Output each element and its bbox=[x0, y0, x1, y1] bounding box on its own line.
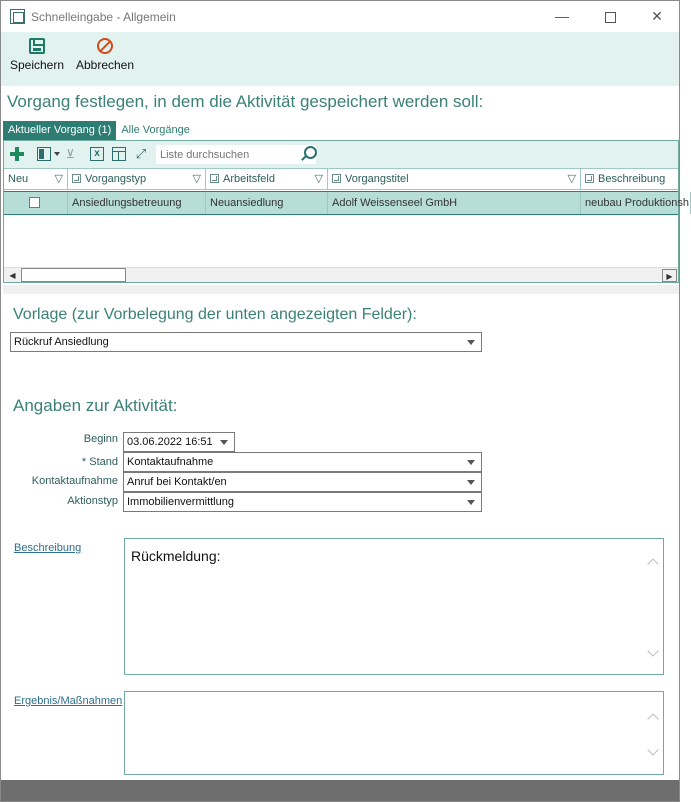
vorgang-heading: Vorgang festlegen, in dem die Aktivität gespeichert werden soll: bbox=[7, 92, 484, 111]
cancel-button[interactable] bbox=[75, 38, 135, 72]
chevron-down-icon bbox=[220, 440, 228, 445]
cancel-icon bbox=[97, 38, 113, 54]
sort-icon bbox=[332, 174, 341, 183]
vorlage-dropdown[interactable] bbox=[10, 332, 482, 352]
beginn-value: 03.06.2022 16:51 bbox=[127, 436, 213, 448]
minimize-button[interactable]: — bbox=[555, 8, 569, 24]
aktionstyp-dropdown[interactable] bbox=[123, 492, 482, 512]
clear-filter-icon[interactable]: ⊻ bbox=[66, 147, 75, 161]
save-icon bbox=[29, 38, 45, 54]
excel-export-icon[interactable]: x bbox=[90, 147, 104, 161]
scroll-down-icon[interactable] bbox=[647, 646, 659, 656]
tab-alle-vorgaenge[interactable]: Alle Vorgänge bbox=[121, 124, 190, 136]
stand-dropdown[interactable] bbox=[123, 452, 482, 472]
expand-icon[interactable]: ⤢ bbox=[135, 146, 147, 161]
cell-beschreibung: neubau Produktionsh bbox=[581, 192, 691, 214]
vorlage-value: Rückruf Ansiedlung bbox=[14, 336, 109, 348]
chevron-down-icon bbox=[467, 460, 475, 465]
kontaktaufnahme-value: Anruf bei Kontakt/en bbox=[127, 476, 227, 488]
scroll-down-icon[interactable] bbox=[647, 745, 659, 755]
beschreibung-textarea[interactable] bbox=[124, 538, 664, 675]
filter-icon[interactable]: ▽ bbox=[567, 173, 576, 185]
kontaktaufnahme-label: Kontaktaufnahme bbox=[31, 475, 118, 487]
chevron-down-icon bbox=[467, 340, 475, 345]
scroll-right-icon[interactable]: ▶ bbox=[662, 269, 677, 282]
scroll-left-icon[interactable]: ◀ bbox=[9, 271, 16, 280]
column-header-label: Vorgangstyp bbox=[85, 173, 147, 185]
aktionstyp-value: Immobilienvermittlung bbox=[127, 496, 234, 508]
scroll-thumb[interactable] bbox=[21, 268, 126, 282]
beschreibung-text: Rückmeldung: bbox=[131, 548, 221, 564]
scroll-up-icon[interactable] bbox=[647, 711, 659, 721]
ergebnis-textarea[interactable] bbox=[124, 691, 664, 775]
table-icon[interactable] bbox=[112, 147, 126, 161]
search-input[interactable] bbox=[156, 145, 316, 164]
sort-icon bbox=[210, 174, 219, 183]
cell-vorgangstitel: Adolf Weissenseel GmbH bbox=[328, 192, 581, 214]
app-icon bbox=[10, 9, 25, 24]
stand-label: * Stand bbox=[81, 456, 118, 468]
column-header-vorgangstyp[interactable] bbox=[68, 169, 206, 190]
search-icon[interactable] bbox=[300, 145, 316, 162]
maximize-button[interactable] bbox=[587, 1, 633, 32]
sort-icon bbox=[72, 174, 81, 183]
filter-icon[interactable]: ▽ bbox=[54, 173, 63, 185]
tab-aktueller-vorgang[interactable]: Aktueller Vorgang (1) bbox=[3, 121, 116, 140]
column-header-label: Beschreibung bbox=[598, 173, 666, 185]
plus-icon[interactable] bbox=[10, 147, 24, 161]
vorgang-tabs bbox=[3, 121, 195, 140]
scroll-up-icon[interactable] bbox=[647, 556, 659, 566]
angaben-heading: Angaben zur Aktivität: bbox=[13, 396, 178, 415]
columns-icon[interactable] bbox=[37, 147, 51, 161]
column-header-beschreibung[interactable] bbox=[581, 169, 691, 190]
column-header-neu[interactable] bbox=[4, 169, 68, 190]
chevron-down-icon[interactable] bbox=[54, 152, 60, 156]
table-row[interactable] bbox=[4, 191, 689, 215]
beginn-datetime-picker[interactable] bbox=[123, 432, 235, 452]
vorlage-label: Vorlage (zur Vorbelegung der unten angezeigten Felder): bbox=[13, 306, 417, 323]
beginn-label: Beginn bbox=[83, 433, 118, 445]
column-header-label: Vorgangstitel bbox=[345, 173, 409, 185]
stand-value: Kontaktaufnahme bbox=[127, 456, 214, 468]
sort-icon bbox=[585, 174, 594, 183]
cell-arbeitsfeld: Neuansiedlung bbox=[206, 192, 328, 214]
column-header-arbeitsfeld[interactable] bbox=[206, 169, 328, 190]
filter-icon[interactable]: ▽ bbox=[314, 173, 323, 185]
maximize-icon bbox=[605, 12, 616, 23]
save-button[interactable] bbox=[9, 38, 65, 72]
vorgang-grid bbox=[3, 140, 689, 283]
ribbon-toolbar bbox=[1, 32, 679, 86]
close-button[interactable]: ✕ bbox=[651, 8, 663, 24]
column-header-label: Arbeitsfeld bbox=[223, 173, 275, 185]
cell-vorgangstyp: Ansiedlungsbetreuung bbox=[68, 192, 206, 214]
chevron-down-icon bbox=[467, 480, 475, 485]
horizontal-scrollbar[interactable] bbox=[4, 267, 678, 282]
cell-neu bbox=[4, 192, 68, 214]
beschreibung-link[interactable]: Beschreibung bbox=[14, 542, 82, 554]
chevron-down-icon bbox=[467, 500, 475, 505]
column-header-label: Neu bbox=[8, 173, 29, 185]
ergebnis-link[interactable]: Ergebnis/Maßnahmen bbox=[14, 695, 123, 707]
cancel-button-label: Abbrechen bbox=[75, 58, 135, 72]
splitter[interactable] bbox=[3, 285, 679, 294]
window-title: Schnelleingabe - Allgemein bbox=[31, 10, 176, 24]
grid-toolbar bbox=[4, 141, 678, 168]
title-bar bbox=[1, 1, 679, 32]
aktionstyp-label: Aktionstyp bbox=[67, 495, 118, 507]
neu-checkbox[interactable] bbox=[29, 197, 40, 208]
status-bar bbox=[1, 780, 679, 801]
column-header-vorgangstitel[interactable] bbox=[328, 169, 581, 190]
kontaktaufnahme-dropdown[interactable] bbox=[123, 472, 482, 492]
filter-icon[interactable]: ▽ bbox=[192, 173, 201, 185]
grid-header bbox=[4, 168, 678, 190]
save-button-label: Speichern bbox=[9, 58, 65, 72]
